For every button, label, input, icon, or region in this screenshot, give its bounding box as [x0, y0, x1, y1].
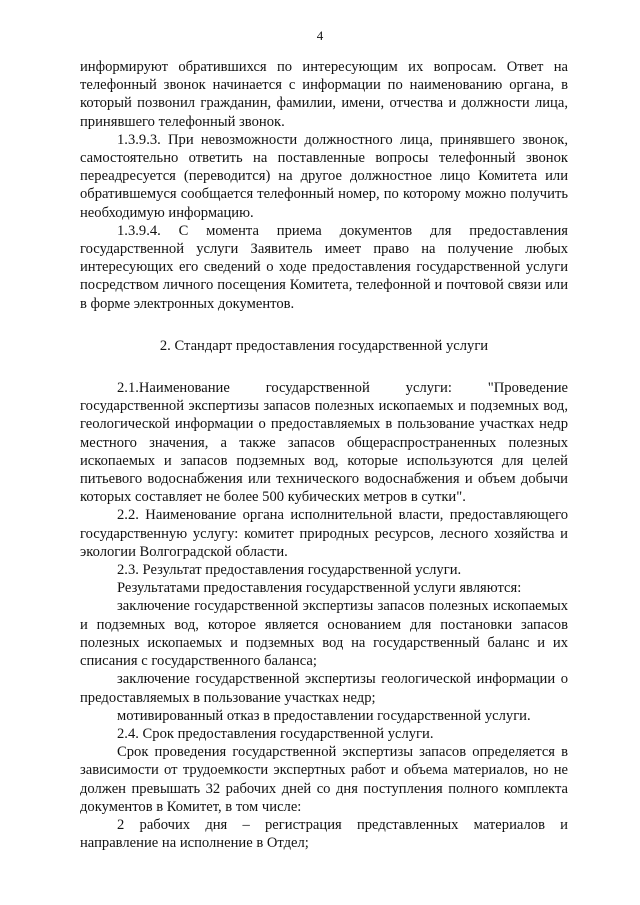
paragraph-1-3-9-4: 1.3.9.4. С момента приема документов для предоставления государственной услуги Заявитель имеет право на получение любых интересующих его сведений о ходе предоставления государственной услуги посредством личного посещения Комитета, телефонной и почтовой связи или в форме электронных документов.: [80, 222, 568, 312]
document-body: [80, 58, 568, 852]
paragraph-result-item-1: заключение государственной экспертизы запасов полезных ископаемых и подземных вод, которое является основанием для постановки запасов полезных ископаемых и подземных вод на государственный баланс и их списания с государственного баланса;: [80, 598, 568, 670]
section-heading: 2. Стандарт предоставления государственной услуги: [159, 337, 489, 354]
paragraph-result-item-3: мотивированный отказ в предоставлении государственной услуги.: [117, 707, 531, 724]
paragraph-continuation: информируют обратившихся по интересующим их вопросам. Ответ на телефонный звонок начинается с информации по наименованию органа, в который позвонил гражданин, фамилии, имени, отчества и должности лица, принявшего телефонный звонок.: [80, 59, 568, 130]
paragraph-2-1: 2.1.Наименование государственной услуги: "Проведение государственной экспертизы запасов полезных ископаемых и подземных вод, геологической информации о предоставляемых в пользование участках недр местного значения, а также запасов общераспространенных полезных ископаемых и запасов подземных вод, которые используются для целей питьевого водоснабжения или технического водоснабжения и объем добычи которых составляет не более 500 кубических метров в сутки".: [80, 380, 568, 506]
paragraph-2-4: 2.4. Срок предоставления государственной услуги.: [117, 725, 434, 742]
paragraph-1-3-9-3: 1.3.9.3. При невозможности должностного лица, принявшего звонок, самостоятельно ответить на поставленные вопросы телефонный звонок переадресуется (переводится) на другое должностное лицо Комитета или обратившемуся сообщается телефонный номер, по которому можно получить необходимую информацию.: [80, 131, 568, 221]
page-number: 4: [316, 28, 324, 43]
paragraph-term-intro: Срок проведения государственной экспертизы запасов определяется в зависимости от трудоемкости экспертных работ и объема материалов, но не должен превышать 32 рабочих дней со дня поступления полного комплекта документов в Комитет, в том числе:: [80, 744, 568, 815]
paragraph-results-intro: Результатами предоставления государственной услуги являются:: [117, 580, 522, 597]
paragraph-2-2: 2.2. Наименование органа исполнительной власти, предоставляющего государственную услугу: комитет природных ресурсов, лесного хозяйства и экологии Волгоградской области.: [80, 507, 568, 560]
paragraph-term-item-1: 2 рабочих дня – регистрация представленных материалов и направление на исполнение в Отдел;: [80, 816, 568, 852]
paragraph-result-item-2: заключение государственной экспертизы геологической информации о предоставляемых в пользование участках недр;: [80, 671, 568, 706]
paragraph-2-3: 2.3. Результат предоставления государственной услуги.: [117, 562, 462, 579]
